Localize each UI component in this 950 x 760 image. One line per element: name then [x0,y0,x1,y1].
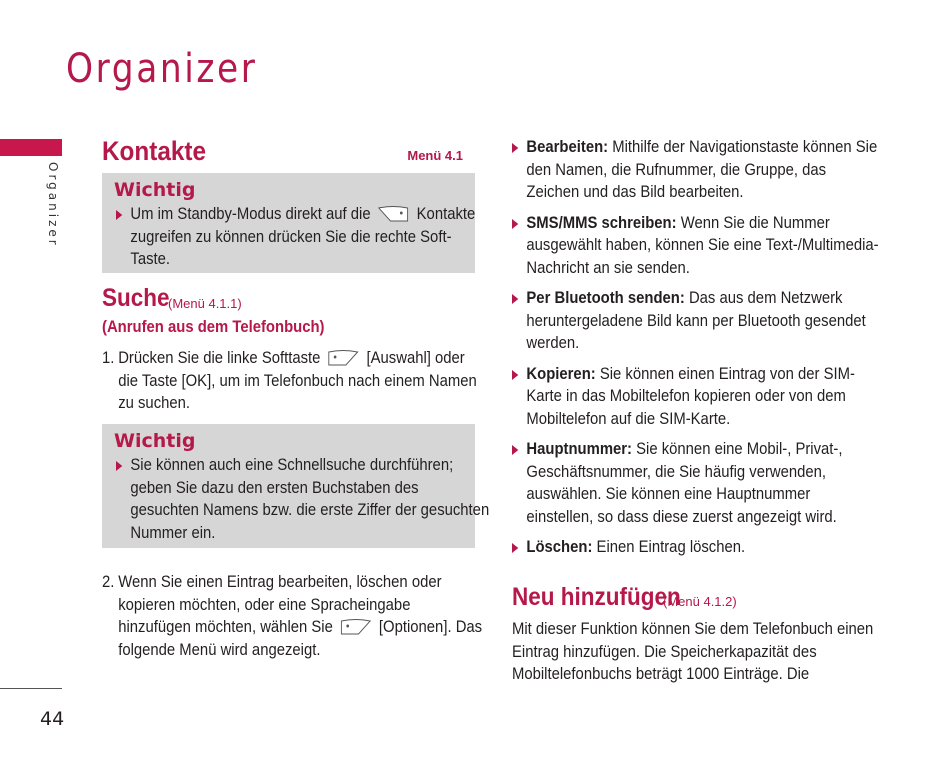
note-text-b: Kontakte zugreifen zu können drücken Sie die rechte Soft-Taste. [130,205,476,268]
bullet-arrow-icon [512,143,518,153]
option-bearbeiten [512,136,879,204]
important-box-title: Wichtig [114,179,196,201]
bullet-arrow-icon [512,294,518,304]
right-softkey-icon [378,204,409,222]
step-number: 1. [102,349,115,367]
kontakte-heading: Kontakte [102,136,206,166]
note-text: Sie können auch eine Schnellsuche durchführen; geben Sie dazu den ersten Buchstaben des gesuchten Namens bzw. die erste Ziffer der gesuchten Nummer ein. [130,456,490,542]
option-label: Hauptnummer: [526,440,633,458]
option-label: SMS/MMS schreiben: [526,213,677,232]
bullet-arrow-icon [116,210,122,220]
suche-heading: Suche [102,284,170,312]
option-hauptnummer [512,438,879,528]
page-title: Organizer [66,46,258,92]
option-text: Sie können eine Mobil-, Privat-, Geschäftsnummer, die Sie häufig verwenden, auswählen. Sie können eine Hauptnummer einstellen, so dass diese zuerst angezeigt wird. [526,440,843,526]
option-label: Per Bluetooth senden: [526,289,685,307]
neu-menu-ref: (Menü 4.1.2) [663,594,737,609]
option-label: Bearbeiten: [526,138,609,156]
important-box-2 [102,424,490,548]
section-marker-bar [0,139,62,156]
left-softkey-icon [328,348,359,366]
step1-text-b: [Auswahl] oder die Taste [OK], um im Telefonbuch nach einem Namen zu suchen. [118,349,477,412]
options-list [512,136,882,559]
suche-menu-ref: (Menü 4.1.1) [168,296,242,311]
step-1 [102,347,475,415]
option-sms-mms [512,212,879,280]
bullet-arrow-icon [512,445,518,455]
bullet-arrow-icon [116,461,122,471]
suche-subheading: (Anrufen aus dem Telefonbuch) [102,318,325,336]
step-2 [102,571,483,661]
page-number: 44 [40,708,65,730]
important-note [116,454,490,544]
step2-text-a: Wenn Sie einen Eintrag bearbeiten, löschen oder kopieren möchten, oder eine Spracheingabe hinzufügen möchten, wählen Sie [118,573,442,636]
note-text-a: Um im Standby-Modus direkt auf die [130,205,371,223]
step-number: 2. [102,573,115,591]
suche-header [102,284,242,313]
option-loeschen [512,536,879,559]
bullet-arrow-icon [512,219,518,229]
important-box-1 [102,173,475,273]
option-text: Das aus dem Netzwerk heruntergeladene Bild kann per Bluetooth gesendet werden. [526,289,866,352]
important-box-title: Wichtig [114,430,196,452]
side-section-label: Organizer [46,162,60,248]
option-bluetooth [512,287,879,355]
option-text: Mithilfe der Navigationstaste können Sie den Namen, die Rufnummer, die Gruppe, das Zeichen und das Bild bearbeiten. [526,138,878,201]
option-text: Sie können einen Eintrag von der SIM-Karte in das Mobiltelefon kopieren oder von dem Mobiltelefon auf die SIM-Karte. [526,364,855,428]
step2-text-b: [Optionen]. Das folgende Menü wird angezeigt. [118,618,483,659]
kontakte-menu-ref: Menü 4.1 [407,148,463,163]
neu-paragraph [512,618,882,686]
neu-heading: Neu hinzufügen [512,583,681,611]
step1-text-a: Drücken Sie die linke Softtaste [118,349,321,367]
option-label: Kopieren: [526,364,596,383]
footer-divider [0,688,62,689]
important-note [116,203,490,271]
bullet-arrow-icon [512,370,518,380]
option-text: Einen Eintrag löschen. [596,538,746,556]
option-label: Löschen: [526,538,593,556]
neu-text: Mit dieser Funktion können Sie dem Telefonbuch einen Eintrag hinzufügen. Die Speicherkapazität des Mobiltelefonbuchs beträgt 1000 Einträge. Die [512,620,874,683]
kontakte-header [102,136,475,167]
option-kopieren [512,363,879,431]
left-softkey-icon [341,617,372,635]
neu-header [512,583,737,612]
bullet-arrow-icon [512,543,518,553]
option-text: Wenn Sie die Nummer ausgewählt haben, können Sie eine Text-/Multimedia-Nachricht an sie senden. [526,213,879,277]
